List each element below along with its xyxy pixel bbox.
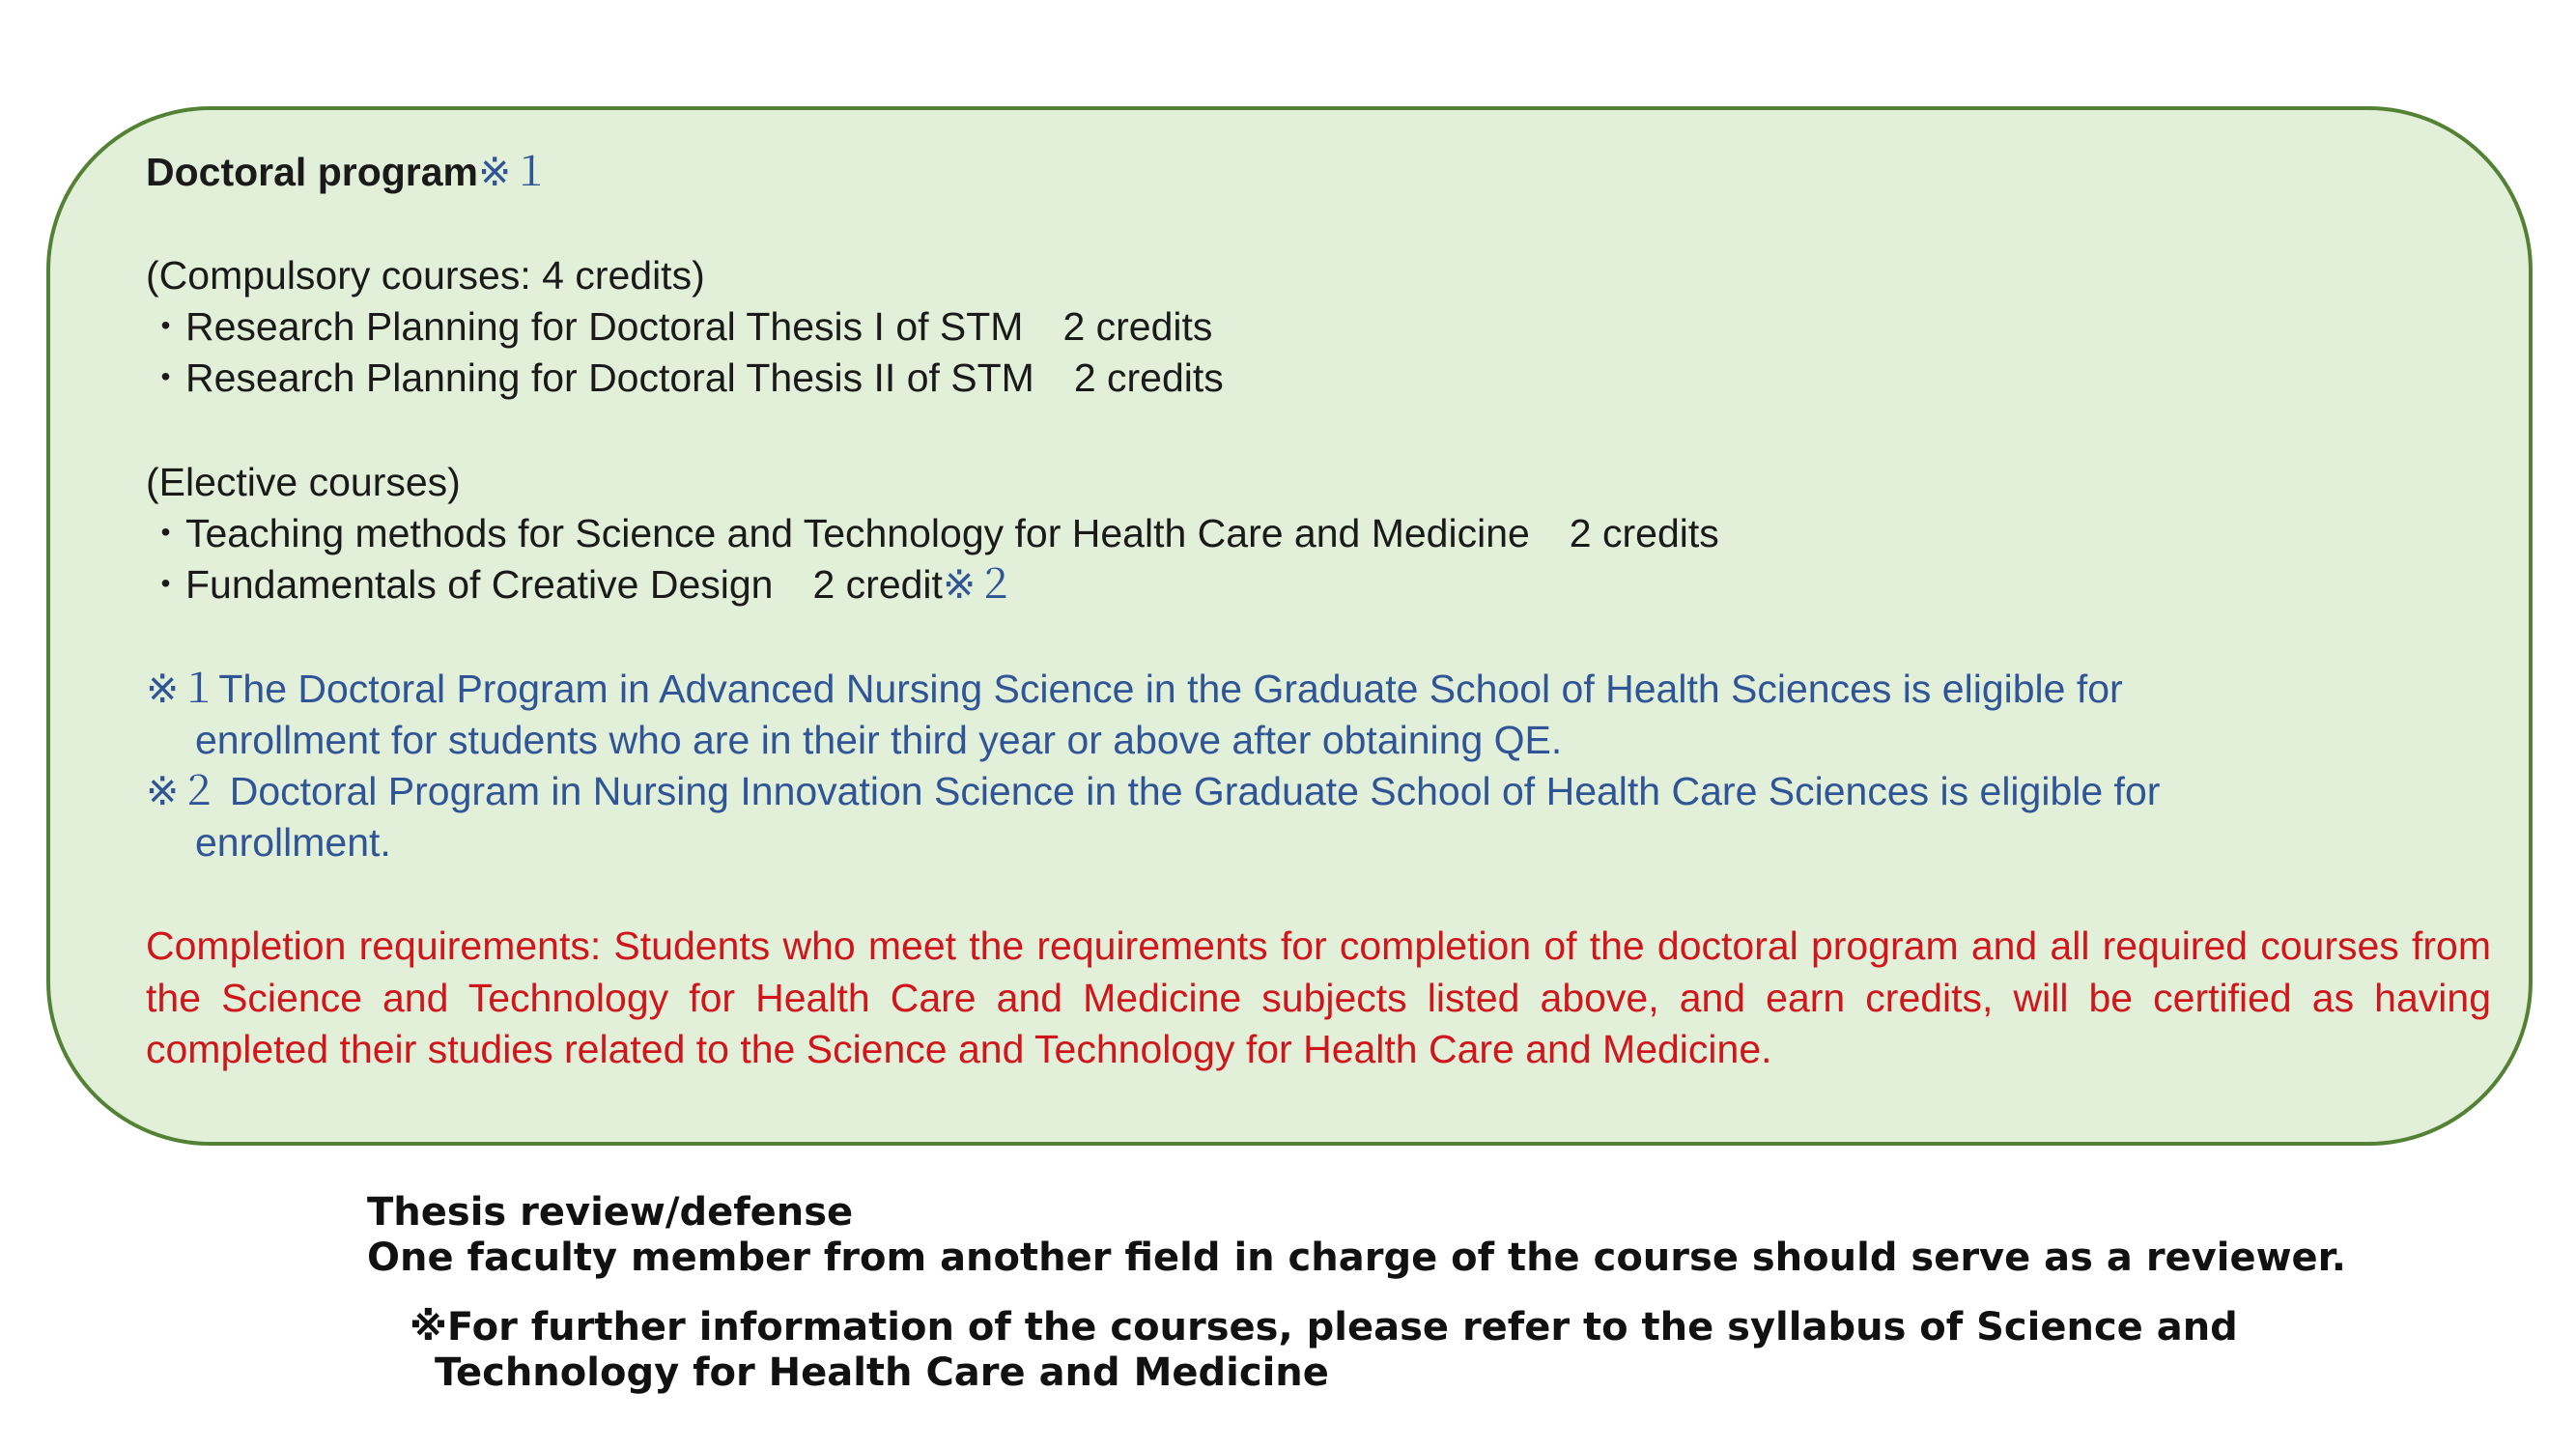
- compulsory-heading: (Compulsory courses: 4 credits): [146, 253, 705, 298]
- elective-item-1: ・Teaching methods for Science and Technology for Health Care and Medicine 2 credits: [146, 511, 1719, 555]
- thesis-review-heading: Thesis review/defense: [367, 1190, 854, 1235]
- note-2-line-1: ※２ Doctoral Program in Nursing Innovation Science in the Graduate School of Health Care Sciences is eligible for: [146, 769, 2161, 813]
- elective-item-2-text: ・Fundamentals of Creative Design 2 credit: [146, 562, 943, 607]
- compulsory-item-1: ・Research Planning for Doctoral Thesis I of STM 2 credits: [146, 304, 1213, 349]
- note-1-line-1: ※１The Doctoral Program in Advanced Nursing Science in the Graduate School of Health Sciences is eligible for: [146, 667, 2123, 711]
- note-1-line-2: enrollment for students who are in their third year or above after obtaining QE.: [195, 718, 1563, 762]
- compulsory-item-2: ・Research Planning for Doctoral Thesis II of STM 2 credits: [146, 355, 1224, 400]
- elective-item-2: [146, 559, 1015, 611]
- thesis-review-text: One faculty member from another field in charge of the course should serve as a reviewer.: [367, 1236, 2346, 1280]
- syllabus-footnote-line-1: ※For further information of the courses, please refer to the syllabus of Science and: [410, 1305, 2238, 1350]
- program-title: [146, 147, 551, 198]
- syllabus-footnote-line-2: Technology for Health Care and Medicine: [435, 1350, 1329, 1395]
- elective-item-2-note-mark: ※２: [942, 562, 1016, 607]
- program-title-note-mark: ※１: [478, 150, 552, 194]
- completion-requirements: Completion requirements: Students who meet the requirements for completion of the doctoral program and all required courses from the Science and Technology for Health Care and Medicine subjects listed above, and earn credits, will be certified as having completed their studies related to the Science and Technology for Health Care and Medicine.: [146, 923, 2491, 1071]
- program-title-text: Doctoral program: [146, 150, 478, 194]
- note-2-line-2: enrollment.: [195, 820, 391, 865]
- elective-heading: (Elective courses): [146, 460, 461, 504]
